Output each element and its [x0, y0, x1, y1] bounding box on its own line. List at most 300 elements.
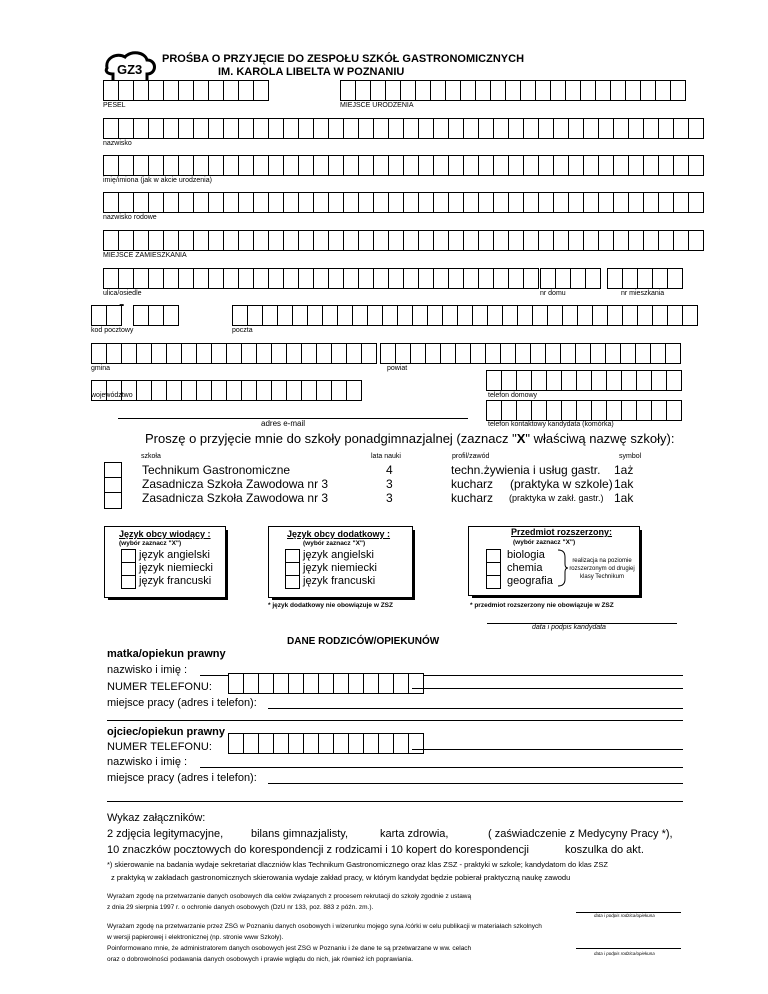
letter-box[interactable]: [380, 343, 396, 364]
first-name-input[interactable]: [103, 155, 703, 175]
letter-box[interactable]: [343, 230, 359, 251]
letter-box[interactable]: [268, 192, 284, 213]
letter-box[interactable]: [403, 118, 419, 139]
letter-box[interactable]: [253, 268, 269, 289]
letter-box[interactable]: [463, 155, 479, 176]
letter-box[interactable]: [562, 305, 578, 326]
letter-box[interactable]: [610, 80, 626, 101]
letter-box[interactable]: [568, 230, 584, 251]
letter-box[interactable]: [253, 155, 269, 176]
letter-box[interactable]: [425, 343, 441, 364]
letter-box[interactable]: [226, 343, 242, 364]
letter-box[interactable]: [313, 118, 329, 139]
letter-box[interactable]: [103, 118, 119, 139]
letter-box[interactable]: [163, 118, 179, 139]
letter-box[interactable]: [607, 305, 623, 326]
letter-box[interactable]: [532, 305, 548, 326]
letter-box[interactable]: [622, 268, 638, 289]
letter-box[interactable]: [283, 192, 299, 213]
mother-phone-input[interactable]: [228, 673, 423, 693]
letter-box[interactable]: [178, 230, 194, 251]
letter-box[interactable]: [337, 305, 353, 326]
letter-box[interactable]: [283, 118, 299, 139]
letter-box[interactable]: [193, 155, 209, 176]
letter-box[interactable]: [328, 118, 344, 139]
letter-box[interactable]: [163, 305, 179, 326]
letter-box[interactable]: [418, 118, 434, 139]
letter-box[interactable]: [658, 192, 674, 213]
letter-box[interactable]: [388, 192, 404, 213]
letter-box[interactable]: [637, 268, 653, 289]
letter-box[interactable]: [346, 343, 362, 364]
letter-box[interactable]: [666, 370, 682, 391]
letter-box[interactable]: [410, 343, 426, 364]
district-input[interactable]: [380, 343, 680, 363]
letter-box[interactable]: [271, 380, 287, 401]
letter-box[interactable]: [211, 380, 227, 401]
letter-box[interactable]: [243, 733, 259, 754]
home-phone-input[interactable]: [486, 370, 681, 390]
letter-box[interactable]: [643, 230, 659, 251]
letter-box[interactable]: [478, 155, 494, 176]
letter-box[interactable]: [523, 230, 539, 251]
letter-box[interactable]: [592, 305, 608, 326]
letter-box[interactable]: [523, 118, 539, 139]
letter-box[interactable]: [348, 673, 364, 694]
letter-box[interactable]: [241, 343, 257, 364]
letter-box[interactable]: [652, 268, 668, 289]
letter-box[interactable]: [448, 230, 464, 251]
letter-box[interactable]: [148, 230, 164, 251]
letter-box[interactable]: [388, 268, 404, 289]
residence-input[interactable]: [103, 230, 703, 250]
letter-box[interactable]: [193, 80, 209, 101]
letter-box[interactable]: [223, 230, 239, 251]
letter-box[interactable]: [301, 380, 317, 401]
letter-box[interactable]: [243, 673, 259, 694]
letter-box[interactable]: [553, 155, 569, 176]
letter-box[interactable]: [378, 733, 394, 754]
letter-box[interactable]: [228, 733, 244, 754]
letter-box[interactable]: [178, 118, 194, 139]
letter-box[interactable]: [560, 343, 576, 364]
letter-box[interactable]: [523, 268, 539, 289]
leading-lang-checkbox-2[interactable]: [121, 562, 136, 576]
letter-box[interactable]: [388, 155, 404, 176]
letter-box[interactable]: [283, 155, 299, 176]
letter-box[interactable]: [640, 80, 656, 101]
letter-box[interactable]: [193, 230, 209, 251]
letter-box[interactable]: [403, 230, 419, 251]
letter-box[interactable]: [91, 305, 107, 326]
letter-box[interactable]: [163, 268, 179, 289]
letter-box[interactable]: [103, 155, 119, 176]
letter-box[interactable]: [393, 733, 409, 754]
letter-box[interactable]: [403, 155, 419, 176]
letter-box[interactable]: [606, 370, 622, 391]
postcode-part2-input[interactable]: [133, 305, 178, 325]
letter-box[interactable]: [223, 118, 239, 139]
letter-box[interactable]: [178, 268, 194, 289]
letter-box[interactable]: [433, 230, 449, 251]
letter-box[interactable]: [568, 118, 584, 139]
letter-box[interactable]: [448, 268, 464, 289]
letter-box[interactable]: [361, 343, 377, 364]
letter-box[interactable]: [643, 118, 659, 139]
letter-box[interactable]: [516, 370, 532, 391]
letter-box[interactable]: [273, 673, 289, 694]
letter-box[interactable]: [505, 80, 521, 101]
letter-box[interactable]: [286, 380, 302, 401]
letter-box[interactable]: [333, 673, 349, 694]
letter-box[interactable]: [121, 343, 137, 364]
letter-box[interactable]: [385, 80, 401, 101]
letter-box[interactable]: [103, 80, 119, 101]
mother-work-line-1[interactable]: [268, 708, 683, 709]
letter-box[interactable]: [688, 118, 704, 139]
letter-box[interactable]: [333, 733, 349, 754]
letter-box[interactable]: [232, 305, 248, 326]
letter-box[interactable]: [148, 192, 164, 213]
letter-box[interactable]: [262, 305, 278, 326]
letter-box[interactable]: [343, 155, 359, 176]
birthplace-input[interactable]: [340, 80, 685, 100]
extended-subject-checkbox-1[interactable]: [486, 549, 501, 563]
letter-box[interactable]: [253, 80, 269, 101]
letter-box[interactable]: [568, 155, 584, 176]
commune-input[interactable]: [91, 343, 376, 363]
letter-box[interactable]: [328, 268, 344, 289]
letter-box[interactable]: [373, 230, 389, 251]
letter-box[interactable]: [418, 268, 434, 289]
street-input[interactable]: [103, 268, 538, 288]
letter-box[interactable]: [673, 155, 689, 176]
letter-box[interactable]: [490, 80, 506, 101]
letter-box[interactable]: [256, 380, 272, 401]
letter-box[interactable]: [373, 192, 389, 213]
letter-box[interactable]: [238, 192, 254, 213]
house-number-input[interactable]: [540, 268, 600, 288]
letter-box[interactable]: [487, 305, 503, 326]
letter-box[interactable]: [665, 343, 681, 364]
letter-box[interactable]: [208, 80, 224, 101]
letter-box[interactable]: [650, 343, 666, 364]
letter-box[interactable]: [430, 80, 446, 101]
additional-lang-checkbox-1[interactable]: [285, 549, 300, 563]
letter-box[interactable]: [576, 370, 592, 391]
letter-box[interactable]: [547, 305, 563, 326]
letter-box[interactable]: [378, 673, 394, 694]
postcode-part1-input[interactable]: [91, 305, 121, 325]
letter-box[interactable]: [163, 230, 179, 251]
letter-box[interactable]: [283, 268, 299, 289]
letter-box[interactable]: [395, 343, 411, 364]
letter-box[interactable]: [118, 192, 134, 213]
letter-box[interactable]: [583, 155, 599, 176]
mobile-phone-input[interactable]: [486, 400, 681, 420]
letter-box[interactable]: [580, 80, 596, 101]
letter-box[interactable]: [303, 673, 319, 694]
letter-box[interactable]: [106, 343, 122, 364]
letter-box[interactable]: [178, 155, 194, 176]
letter-box[interactable]: [625, 80, 641, 101]
letter-box[interactable]: [561, 370, 577, 391]
letter-box[interactable]: [166, 380, 182, 401]
letter-box[interactable]: [151, 343, 167, 364]
letter-box[interactable]: [268, 268, 284, 289]
letter-box[interactable]: [673, 118, 689, 139]
letter-box[interactable]: [658, 155, 674, 176]
letter-box[interactable]: [478, 268, 494, 289]
letter-box[interactable]: [433, 155, 449, 176]
letter-box[interactable]: [493, 155, 509, 176]
letter-box[interactable]: [148, 305, 164, 326]
letter-box[interactable]: [241, 380, 257, 401]
letter-box[interactable]: [606, 400, 622, 421]
letter-box[interactable]: [163, 155, 179, 176]
letter-box[interactable]: [403, 192, 419, 213]
letter-box[interactable]: [418, 230, 434, 251]
letter-box[interactable]: [576, 400, 592, 421]
letter-box[interactable]: [637, 305, 653, 326]
letter-box[interactable]: [408, 673, 424, 694]
letter-box[interactable]: [91, 343, 107, 364]
additional-lang-checkbox-3[interactable]: [285, 575, 300, 589]
letter-box[interactable]: [565, 80, 581, 101]
letter-box[interactable]: [346, 380, 362, 401]
letter-box[interactable]: [538, 155, 554, 176]
letter-box[interactable]: [103, 230, 119, 251]
letter-box[interactable]: [442, 305, 458, 326]
letter-box[interactable]: [313, 230, 329, 251]
extended-subject-checkbox-3[interactable]: [486, 575, 501, 589]
letter-box[interactable]: [256, 343, 272, 364]
letter-box[interactable]: [460, 80, 476, 101]
letter-box[interactable]: [273, 733, 289, 754]
letter-box[interactable]: [658, 230, 674, 251]
letter-box[interactable]: [501, 400, 517, 421]
letter-box[interactable]: [223, 80, 239, 101]
letter-box[interactable]: [538, 192, 554, 213]
letter-box[interactable]: [598, 230, 614, 251]
letter-box[interactable]: [178, 192, 194, 213]
father-phone-input[interactable]: [228, 733, 423, 753]
letter-box[interactable]: [298, 230, 314, 251]
letter-box[interactable]: [148, 80, 164, 101]
letter-box[interactable]: [598, 155, 614, 176]
letter-box[interactable]: [223, 268, 239, 289]
letter-box[interactable]: [418, 192, 434, 213]
letter-box[interactable]: [455, 343, 471, 364]
letter-box[interactable]: [583, 192, 599, 213]
letter-box[interactable]: [538, 118, 554, 139]
letter-box[interactable]: [253, 118, 269, 139]
letter-box[interactable]: [103, 268, 119, 289]
letter-box[interactable]: [636, 400, 652, 421]
letter-box[interactable]: [133, 230, 149, 251]
letter-box[interactable]: [133, 155, 149, 176]
letter-box[interactable]: [628, 155, 644, 176]
letter-box[interactable]: [670, 80, 686, 101]
letter-box[interactable]: [358, 192, 374, 213]
letter-box[interactable]: [433, 118, 449, 139]
letter-box[interactable]: [211, 343, 227, 364]
letter-box[interactable]: [283, 230, 299, 251]
letter-box[interactable]: [628, 192, 644, 213]
letter-box[interactable]: [292, 305, 308, 326]
letter-box[interactable]: [223, 155, 239, 176]
letter-box[interactable]: [163, 192, 179, 213]
letter-box[interactable]: [118, 230, 134, 251]
letter-box[interactable]: [445, 80, 461, 101]
pesel-input[interactable]: [103, 80, 268, 100]
letter-box[interactable]: [607, 268, 623, 289]
letter-box[interactable]: [373, 268, 389, 289]
letter-box[interactable]: [178, 80, 194, 101]
letter-box[interactable]: [418, 155, 434, 176]
letter-box[interactable]: [133, 192, 149, 213]
letter-box[interactable]: [553, 118, 569, 139]
letter-box[interactable]: [620, 343, 636, 364]
letter-box[interactable]: [598, 118, 614, 139]
letter-box[interactable]: [238, 155, 254, 176]
letter-box[interactable]: [501, 370, 517, 391]
letter-box[interactable]: [403, 268, 419, 289]
letter-box[interactable]: [591, 400, 607, 421]
letter-box[interactable]: [343, 192, 359, 213]
letter-box[interactable]: [448, 118, 464, 139]
letter-box[interactable]: [472, 305, 488, 326]
letter-box[interactable]: [667, 305, 683, 326]
letter-box[interactable]: [591, 370, 607, 391]
letter-box[interactable]: [223, 192, 239, 213]
school-checkbox-3[interactable]: [104, 492, 122, 509]
letter-box[interactable]: [166, 343, 182, 364]
letter-box[interactable]: [613, 155, 629, 176]
letter-box[interactable]: [208, 230, 224, 251]
letter-box[interactable]: [298, 118, 314, 139]
letter-box[interactable]: [118, 155, 134, 176]
letter-box[interactable]: [448, 192, 464, 213]
letter-box[interactable]: [493, 230, 509, 251]
letter-box[interactable]: [352, 305, 368, 326]
letter-box[interactable]: [163, 80, 179, 101]
letter-box[interactable]: [247, 305, 263, 326]
letter-box[interactable]: [193, 268, 209, 289]
letter-box[interactable]: [545, 343, 561, 364]
letter-box[interactable]: [118, 80, 134, 101]
letter-box[interactable]: [583, 230, 599, 251]
letter-box[interactable]: [493, 192, 509, 213]
letter-box[interactable]: [575, 343, 591, 364]
surname-input[interactable]: [103, 118, 703, 138]
letter-box[interactable]: [577, 305, 593, 326]
letter-box[interactable]: [298, 155, 314, 176]
letter-box[interactable]: [363, 733, 379, 754]
letter-box[interactable]: [388, 230, 404, 251]
letter-box[interactable]: [673, 192, 689, 213]
letter-box[interactable]: [688, 155, 704, 176]
flat-number-input[interactable]: [607, 268, 682, 288]
letter-box[interactable]: [493, 118, 509, 139]
letter-box[interactable]: [530, 343, 546, 364]
letter-box[interactable]: [355, 80, 371, 101]
father-work-line-1[interactable]: [268, 783, 683, 784]
letter-box[interactable]: [621, 400, 637, 421]
letter-box[interactable]: [502, 305, 518, 326]
letter-box[interactable]: [500, 343, 516, 364]
letter-box[interactable]: [133, 268, 149, 289]
letter-box[interactable]: [427, 305, 443, 326]
letter-box[interactable]: [288, 733, 304, 754]
letter-box[interactable]: [348, 733, 364, 754]
extended-subject-checkbox-2[interactable]: [486, 562, 501, 576]
letter-box[interactable]: [635, 343, 651, 364]
letter-box[interactable]: [508, 230, 524, 251]
letter-box[interactable]: [508, 155, 524, 176]
letter-box[interactable]: [628, 230, 644, 251]
letter-box[interactable]: [478, 230, 494, 251]
letter-box[interactable]: [540, 268, 556, 289]
letter-box[interactable]: [181, 380, 197, 401]
letter-box[interactable]: [553, 192, 569, 213]
letter-box[interactable]: [268, 118, 284, 139]
letter-box[interactable]: [373, 118, 389, 139]
leading-lang-checkbox-1[interactable]: [121, 549, 136, 563]
letter-box[interactable]: [590, 343, 606, 364]
letter-box[interactable]: [652, 305, 668, 326]
mother-work-line-2[interactable]: [107, 720, 683, 721]
letter-box[interactable]: [486, 400, 502, 421]
letter-box[interactable]: [358, 268, 374, 289]
letter-box[interactable]: [286, 343, 302, 364]
letter-box[interactable]: [303, 733, 319, 754]
letter-box[interactable]: [313, 268, 329, 289]
letter-box[interactable]: [688, 192, 704, 213]
letter-box[interactable]: [393, 673, 409, 694]
letter-box[interactable]: [382, 305, 398, 326]
letter-box[interactable]: [343, 268, 359, 289]
letter-box[interactable]: [238, 118, 254, 139]
letter-box[interactable]: [367, 305, 383, 326]
letter-box[interactable]: [148, 118, 164, 139]
leading-lang-checkbox-3[interactable]: [121, 575, 136, 589]
letter-box[interactable]: [268, 230, 284, 251]
consent2-signature-line[interactable]: [576, 948, 681, 949]
letter-box[interactable]: [546, 400, 562, 421]
letter-box[interactable]: [538, 230, 554, 251]
letter-box[interactable]: [550, 80, 566, 101]
letter-box[interactable]: [148, 268, 164, 289]
letter-box[interactable]: [238, 268, 254, 289]
letter-box[interactable]: [258, 733, 274, 754]
letter-box[interactable]: [208, 118, 224, 139]
letter-box[interactable]: [193, 118, 209, 139]
maiden-name-input[interactable]: [103, 192, 703, 212]
letter-box[interactable]: [546, 370, 562, 391]
letter-box[interactable]: [613, 192, 629, 213]
letter-box[interactable]: [301, 343, 317, 364]
letter-box[interactable]: [318, 673, 334, 694]
letter-box[interactable]: [151, 380, 167, 401]
letter-box[interactable]: [463, 118, 479, 139]
letter-box[interactable]: [316, 380, 332, 401]
letter-box[interactable]: [478, 192, 494, 213]
letter-box[interactable]: [485, 343, 501, 364]
letter-box[interactable]: [118, 118, 134, 139]
letter-box[interactable]: [448, 155, 464, 176]
letter-box[interactable]: [208, 155, 224, 176]
